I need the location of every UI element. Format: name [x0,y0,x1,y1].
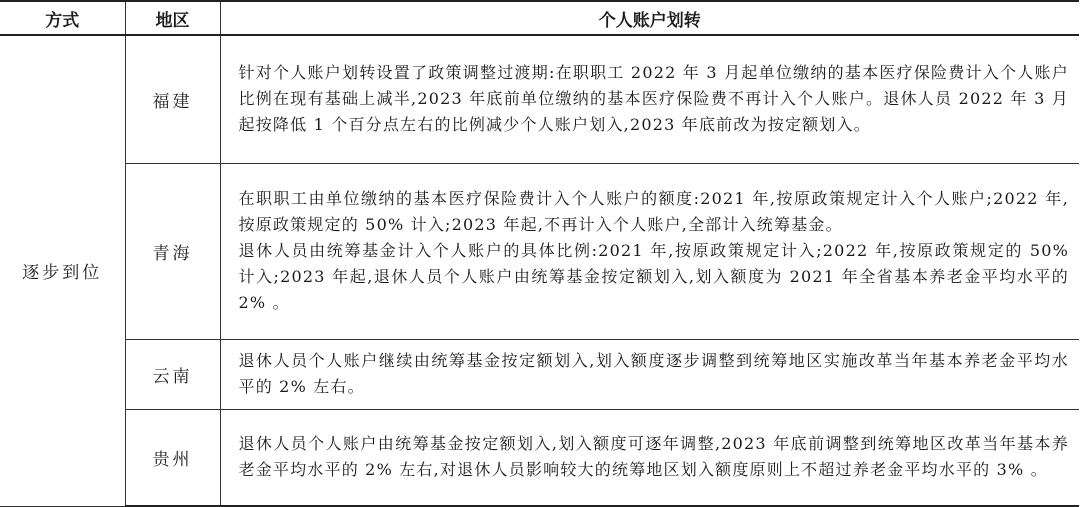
region-cell-fujian: 福建 [125,35,220,163]
header-row [0,1,1079,35]
region-cell-guizhou: 贵州 [125,409,220,506]
region-cell-yunnan: 云南 [125,339,220,409]
transfer-text: 针对个人账户划转设置了政策调整过渡期:在职职工 2022 年 3 月起单位缴纳的基本医疗保险费计入个人账户比例在现有基础上减半,2023 年底前单位缴纳的基本医疗保险费不再计入个人账户。退休人员 2022 年 3 月起按降低 1 个百分点左右的比例减少个人账户划入,2023 年底前改为按定额划入。 [238,63,1069,135]
header-method: 方式 [0,1,125,35]
transfer-cell-qinghai [220,163,1079,339]
transfer-text: 在职职工由单位缴纳的基本医疗保险费计入个人账户的额度:2021 年,按原政策规定计入个人账户;2022 年,按原政策规定的 50% 计入;2023 年起,不再计入个人账户,全部计入统筹基金。 [238,189,1069,234]
method-cell: 逐步到位 [0,35,125,506]
transfer-text: 退休人员由统筹基金计入个人账户的具体比例:2021 年,按原政策规定计入;2022 年,按原政策规定的 50% 计入;2023 年起,退休人员个人账户由统筹基金按定额划入,划入额度为 2021 年全省基本养老金平均水平的 2% 。 [238,241,1069,312]
transfer-cell-guizhou [220,409,1079,506]
table-row-fujian [0,35,1079,163]
table-row-guizhou [0,409,1079,506]
transfer-text: 退休人员个人账户由统筹基金按定额划入,划入额度可逐年调整,2023 年底前调整到统筹地区改革当年基本养老金平均水平的 2% 左右,对退休人员影响较大的统筹地区划入额度原则上不超过养老金平均水平的 3% 。 [238,434,1069,480]
header-region: 地区 [125,1,220,35]
transfer-cell-fujian [220,35,1079,163]
table-row-qinghai [0,163,1079,339]
transfer-text: 退休人员个人账户继续由统筹基金按定额划入,划入额度逐步调整到统筹地区实施改革当年基本养老金平均水平的 2% 左右。 [238,351,1069,396]
header-transfer: 个人账户划转 [220,1,1079,35]
region-cell-qinghai: 青海 [125,163,220,339]
table-row-yunnan [0,339,1079,409]
transfer-cell-yunnan [220,339,1079,409]
